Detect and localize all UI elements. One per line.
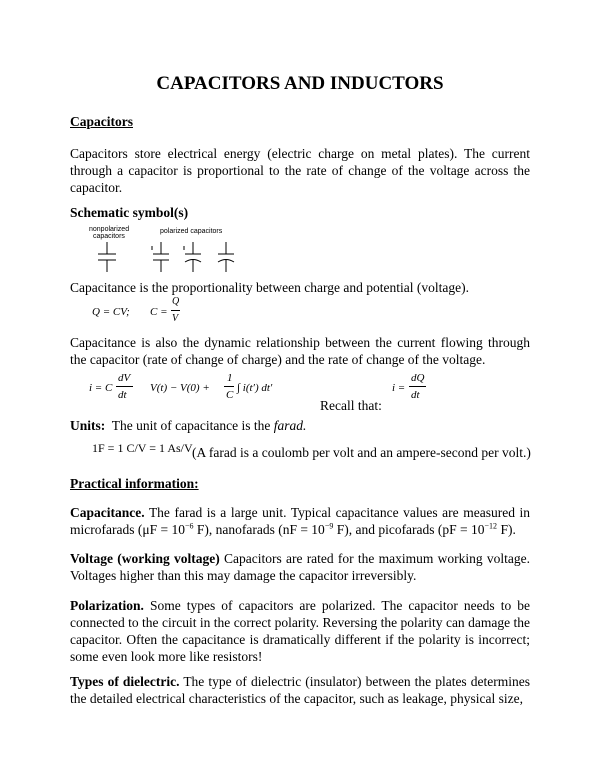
units-text: The unit of capacitance is the [111, 418, 271, 433]
exponent-12: −12 [484, 521, 498, 531]
schematic-heading: Schematic symbol(s) [70, 205, 189, 220]
polarized-capacitor-symbol-1 [152, 242, 169, 272]
section-heading-capacitors: Capacitors [70, 114, 133, 129]
equation-i-lhs: i = C [89, 382, 113, 394]
equation-v-frac-numerator: 1 [227, 372, 233, 384]
fraction-bar [409, 386, 426, 387]
voltage-text: Capacitors are rated for the maximum working voltage. Voltages higher than this may damage the capacitor irreversibly. [70, 551, 530, 583]
dielectric-paragraph [70, 673, 530, 707]
nonpolarized-label [89, 226, 129, 240]
polarized-capacitor-symbol-2 [184, 242, 201, 272]
intro-paragraph: Capacitors store electrical energy (electric charge on metal plates). The current through a capacitor is proportional to the rate of change of the voltage across the capacitor. [70, 146, 530, 195]
nonpolarized-label-line1: nonpolarized [89, 226, 130, 233]
equation-c-numerator: Q [172, 296, 180, 307]
capacitance-lead: Capacitance. [70, 505, 145, 520]
units-farad: farad. [273, 418, 307, 433]
capacitance-text-2: F), nanofarads (nF = 10 [193, 522, 325, 537]
polarization-text: Some types of capacitors are polarized. The capacitor needs to be connected to the circuit in the correct polarity. Reversing the polarity can damage the capacitor. Often the capacitance is dramatically different if the polarity is incorrect; some even look more like resistors! [70, 598, 530, 664]
nonpolarized-label-line2: capacitors [93, 233, 125, 240]
polarized-label: polarized capacitors [160, 228, 223, 235]
fraction-bar [171, 310, 180, 311]
equation-c-label: C = [150, 306, 168, 318]
dielectric-text: The type of dielectric (insulator) between the plates determines the detailed electrical characteristics of the capacitor, such as leakage, physical size, [70, 674, 530, 706]
voltage-paragraph [70, 550, 530, 584]
nonpolarized-capacitor-symbol [98, 242, 116, 272]
polarization-lead: Polarization. [70, 598, 144, 613]
voltage-lead: Voltage (working voltage) [70, 551, 220, 566]
capacitance-definition: Capacitance is the proportionality between charge and potential (voltage). [70, 280, 469, 295]
units-line [70, 418, 306, 434]
farad-equation: 1F = 1 C/V = 1 As/V [92, 441, 193, 455]
dynamic-relationship-paragraph: Capacitance is also the dynamic relationship between the current flowing through the capacitor (rate of change of charge) and the rate of change of the voltage. [70, 335, 530, 367]
fraction-bar [116, 386, 133, 387]
equation-recall-numerator: dQ [411, 372, 425, 384]
dielectric-lead: Types of dielectric. [70, 674, 180, 689]
page-title: CAPACITORS AND INDUCTORS [156, 73, 444, 94]
section-heading-practical: Practical information: [70, 476, 199, 491]
equation-v-frac-denominator: C [226, 389, 234, 401]
equation-q-cv: Q = CV; [92, 306, 130, 318]
exponent-9: −9 [324, 521, 334, 531]
equation-recall-lhs: i = [392, 382, 406, 394]
equation-recall-denominator: dt [411, 389, 420, 401]
polarization-paragraph [70, 597, 530, 665]
capacitance-text-1: The farad is a large unit. Typical capacitance values are measured in microfarads (μF = 10 [70, 505, 530, 537]
recall-label: Recall that: [320, 398, 382, 413]
equation-c-denominator: V [172, 313, 179, 324]
capacitor-symbols [90, 240, 250, 274]
exponent-6: −6 [184, 521, 194, 531]
farad-note: (A farad is a coulomb per volt and an ampere-second per volt.) [192, 445, 531, 460]
equation-i-numerator: dV [118, 372, 131, 384]
polarized-capacitor-symbol-3 [218, 242, 234, 272]
equation-v-lhs: V(t) − V(0) + [150, 382, 210, 394]
equation-i-denominator: dt [118, 389, 127, 401]
capacitance-paragraph [70, 504, 530, 538]
fraction-bar [224, 386, 234, 387]
units-label: Units: [70, 418, 106, 433]
equation-v-integral: ∫ i(t′) dt′ [237, 382, 273, 394]
capacitance-text-3: F), and picofarads (pF = 10 [333, 522, 485, 537]
capacitance-text-4: F). [497, 522, 516, 537]
